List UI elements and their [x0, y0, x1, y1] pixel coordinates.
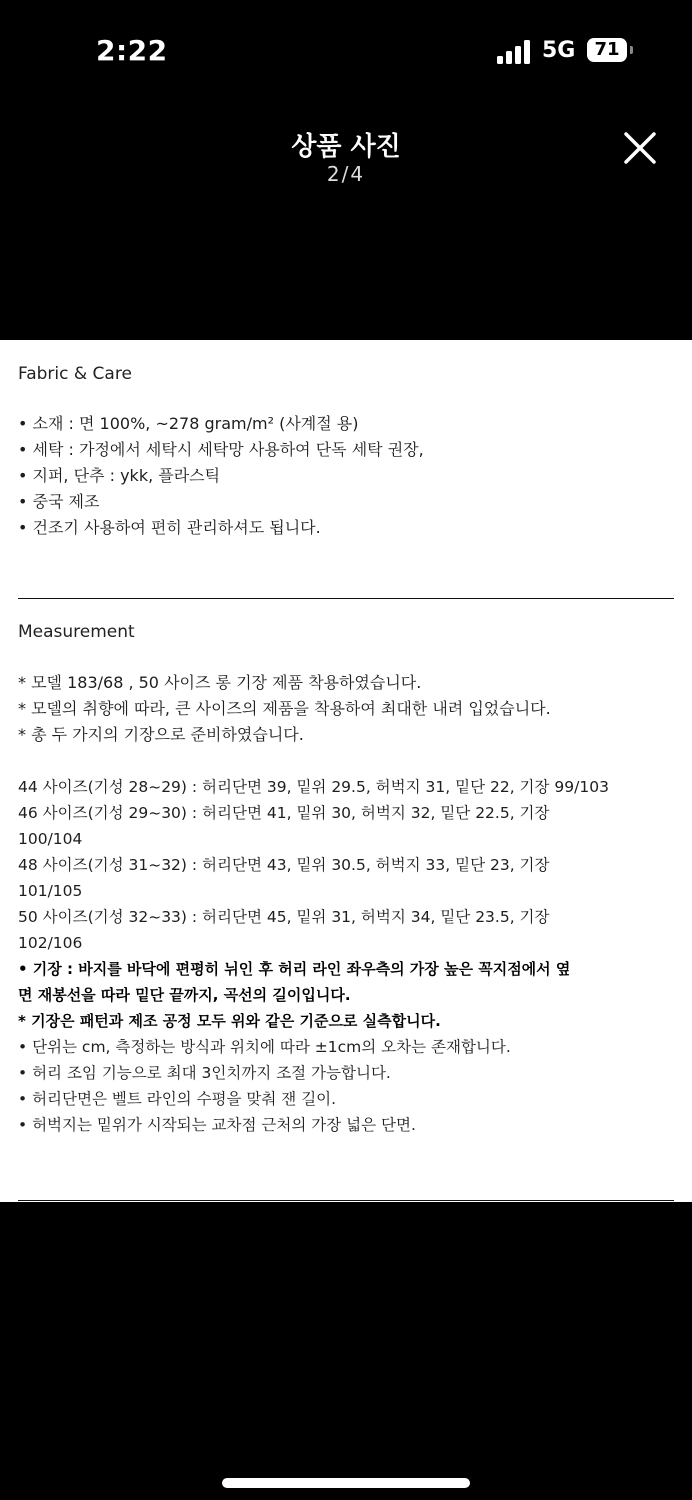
size-line: 48 사이즈(기성 31~32) : 허리단면 43, 밑위 30.5, 허벅지 33, 밑단 23, 기장	[18, 856, 550, 874]
size-line: 102/106	[18, 934, 83, 952]
viewer-title: 상품 사진	[291, 132, 401, 162]
image-counter: 2/4	[326, 162, 366, 186]
length-definition-line: * 기장은 패턴과 제조 공정 모두 위와 같은 기준으로 실측합니다.	[18, 1012, 441, 1030]
note-line: • 단위는 cm, 측정하는 방식과 위치에 따라 ±1cm의 오차는 존재합니다.	[18, 1038, 511, 1056]
battery-icon: 71	[587, 38, 627, 62]
length-definition-line: • 기장 : 바지를 바닥에 편평히 뉘인 후 허리 라인 좌우측의 가장 높은 꼭지점에서 옆	[18, 960, 571, 978]
size-chart-text	[18, 774, 682, 1138]
fabric-line: • 중국 제조	[18, 492, 100, 511]
fabric-line: • 지퍼, 단추 : ykk, 플라스틱	[18, 466, 221, 485]
fabric-care-list	[18, 411, 682, 541]
size-line: 44 사이즈(기성 28~29) : 허리단면 39, 밑위 29.5, 허벅지 31, 밑단 22, 기장 99/103	[18, 778, 609, 796]
section-divider	[18, 598, 674, 599]
fabric-line: • 건조기 사용하여 편히 관리하셔도 됩니다.	[18, 518, 321, 537]
network-type: 5G	[542, 38, 576, 63]
status-time: 2:22	[96, 34, 168, 67]
size-line: 100/104	[18, 830, 83, 848]
model-line: * 총 두 가지의 기장으로 준비하였습니다.	[18, 725, 304, 744]
model-info-list	[18, 670, 682, 748]
size-line: 101/105	[18, 882, 83, 900]
battery-tip	[630, 46, 633, 54]
product-photo[interactable]	[0, 340, 692, 1202]
section-divider	[18, 1200, 674, 1201]
fabric-line: • 세탁 : 가정에서 세탁시 세탁망 사용하여 단독 세탁 권장,	[18, 440, 424, 459]
note-line: • 허리 조임 기능으로 최대 3인치까지 조절 가능합니다.	[18, 1064, 391, 1082]
close-icon[interactable]	[618, 126, 662, 170]
fabric-care-title: Fabric & Care	[18, 364, 132, 384]
measurement-title: Measurement	[18, 622, 135, 642]
size-line: 46 사이즈(기성 29~30) : 허리단면 41, 밑위 30, 허벅지 32, 밑단 22.5, 기장	[18, 804, 550, 822]
status-bar	[0, 0, 692, 100]
signal-strength-icon	[497, 40, 533, 64]
fabric-line: • 소재 : 면 100%, ~278 gram/m² (사계절 용)	[18, 414, 359, 433]
home-indicator[interactable]	[222, 1478, 470, 1488]
model-line: * 모델의 취향에 따라, 큰 사이즈의 제품을 착용하여 최대한 내려 입었습니다.	[18, 699, 551, 718]
note-line: • 허리단면은 벨트 라인의 수평을 맞춰 잰 길이.	[18, 1090, 337, 1108]
size-line: 50 사이즈(기성 32~33) : 허리단면 45, 밑위 31, 허벅지 34, 밑단 23.5, 기장	[18, 908, 550, 926]
length-definition-line: 면 재봉선을 따라 밑단 끝까지, 곡선의 길이입니다.	[18, 986, 351, 1004]
note-line: • 허벅지는 밑위가 시작되는 교차점 근처의 가장 넓은 단면.	[18, 1116, 416, 1134]
model-line: * 모델 183/68 , 50 사이즈 롱 기장 제품 착용하였습니다.	[18, 673, 422, 692]
